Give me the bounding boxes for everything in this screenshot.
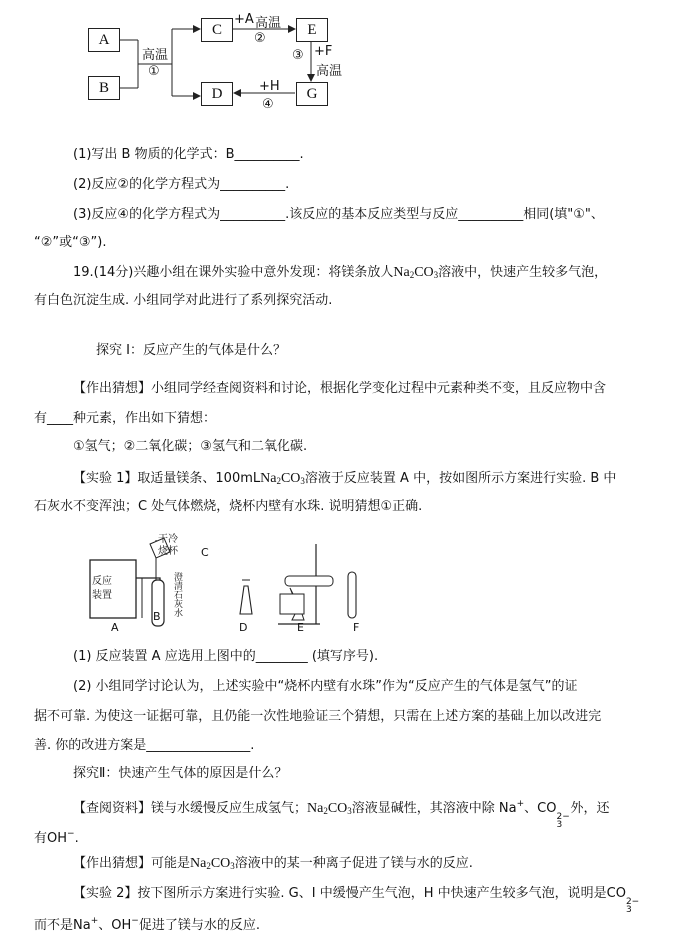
experiment-1-text-b: 溶液于反应装置 A 中，按如图所示方案进行实验. B 中 [304,471,617,486]
reference-period: . [74,831,79,846]
apparatus-label-b: B [153,610,161,623]
flow-arrows [0,0,360,120]
label-gaowen-2: 高温 [255,16,282,31]
experiment-1-text-a: 【实验 1】取适量镁条、100mL [73,471,261,486]
box-g: G [296,82,328,106]
reference-text-c: 、CO [524,801,557,816]
experiment-2-line-2 [34,912,260,935]
label-gaowen-3: 高温 [316,64,343,79]
apparatus-label-f: F [353,621,360,634]
reference-line-2 [34,825,79,848]
label-gaowen-1: 高温 [142,48,169,63]
plus-charge: + [516,799,525,809]
experiment-2-text-a: 而不是Na [34,918,91,933]
box-a: A [88,28,120,52]
plus-charge: + [90,916,99,926]
na2co3-formula: $Na_2CO_3$ [260,471,305,486]
guess-2-line [73,855,473,875]
guess-list: ①氢气；②二氧化碳；③氢气和二氧化碳. [73,439,308,454]
experiment-2-text: 【实验 2】按下图所示方案进行实验. G、I 中缓慢产生气泡，H 中快速产生较多气泡，说明是CO [73,886,626,901]
explore-1-heading: 探究 I：反应产生的气体是什么？ [96,343,286,358]
subquestion-1: (1) 反应装置 A 应选用上图中的________ (填写序号). [73,649,379,664]
box-b: B [88,76,120,100]
reference-text-b: 溶液显碱性，其溶液中除 Na [351,801,517,816]
subquestion-2-line-2: 据不可靠. 为使这一证据可靠，且仍能一次性地验证三个猜想，只需在上述方案的基础上加以改进完 [34,709,602,724]
na2co3-formula: $Na_2CO_3$ [393,265,439,280]
label-plus-h: +H [259,79,280,94]
question-1: (1)写出 B 物质的化学式：B__________. [73,147,304,162]
reactor-label-2: 装置 [92,590,112,601]
apparatus-label-d: D [239,621,248,634]
explore-2-heading: 探究Ⅱ：快速产生气体的原因是什么？ [73,766,288,781]
question-3-line-2: “②”或“③”). [34,235,107,250]
na2co3-formula: $Na_2CO_3$ [307,801,352,816]
apparatus-label-c: C [201,546,209,559]
reference-oh: 有OH [34,831,68,846]
reference-text-a: 【查阅资料】镁与水缓慢反应生成氢气； [73,801,308,816]
experiment-2-line-1: 【实验 2】按下图所示方案进行实验. G、I 中缓慢产生气泡，H 中快速产生较多气泡，说明是CO 2− 3 [73,886,640,915]
problem-19-text-a: 19.(14分)兴趣小组在课外实验中意外发现：将镁条放人 [73,265,394,280]
experiment-2-text-b: 、OH [98,918,132,933]
experiment-1-line-1 [73,470,616,490]
question-2: (2)反应②的化学方程式为__________. [73,177,290,192]
label-plus-a: +A [234,12,254,27]
limewater-label: 澄清石灰水 [172,572,182,617]
subquestion-2-line-3: 善. 你的改进方案是________________. [34,738,255,753]
reactor-label-1: 反应 [92,576,112,587]
minus-charge: − [131,916,139,926]
label-circle-4: ④ [262,97,274,112]
beaker-label-1: 干冷 [158,534,178,545]
problem-19-line-1 [73,264,607,284]
apparatus-label-a: A [111,621,119,634]
guess-line-1: 【作出猜想】小组同学经查阅资料和讨论，根据化学变化过程中元素种类不变，且反应物中含 [73,381,607,396]
apparatus-label-e: E [297,621,304,634]
label-circle-1: ① [148,64,160,79]
problem-19-text-b: 溶液中，快速产生较多气泡， [438,265,608,280]
question-3-line-1: (3)反应④的化学方程式为__________.该反应的基本反应类型与反应__________相同(填"①"、 [73,207,604,222]
box-e: E [296,18,328,42]
guess-line-2: 有____种元素，作出如下猜想： [34,411,217,426]
na2co3-formula: $Na_2CO_3$ [190,856,235,871]
box-c: C [201,18,233,42]
beaker-label-2: 烧杯 [158,546,178,557]
label-circle-3: ③ [292,48,304,63]
minus-charge: − [67,829,75,839]
box-d: D [201,82,233,106]
problem-19-line-2: 有白色沉淀生成. 小组同学对此进行了系列探究活动. [34,293,333,308]
label-circle-2: ② [254,31,266,46]
label-plus-f: +F [314,44,333,59]
experiment-1-line-2: 石灰水不变浑浊；C 处气体燃烧，烧杯内壁有水珠. 说明猜想①正确. [34,499,423,514]
reference-line-1: 【查阅资料】镁与水缓慢反应生成氢气；$Na_2CO_3$溶液显碱性，其溶液中除 Na+、CO 2− 3 外，还 [73,799,610,830]
experiment-2-text-c: 促进了镁与水的反应. [138,918,260,933]
reference-text-d: 外，还 [570,801,610,816]
apparatus-drawing [80,528,380,638]
guess-2-text-a: 【作出猜想】可能是 [73,856,191,871]
guess-2-text-b: 溶液中的某一种离子促进了镁与水的反应. [234,856,473,871]
subquestion-2-line-1: (2) 小组同学讨论认为，上述实验中“烧杯内壁有水珠”作为“反应产生的气体是氢气”的证 [73,679,578,694]
